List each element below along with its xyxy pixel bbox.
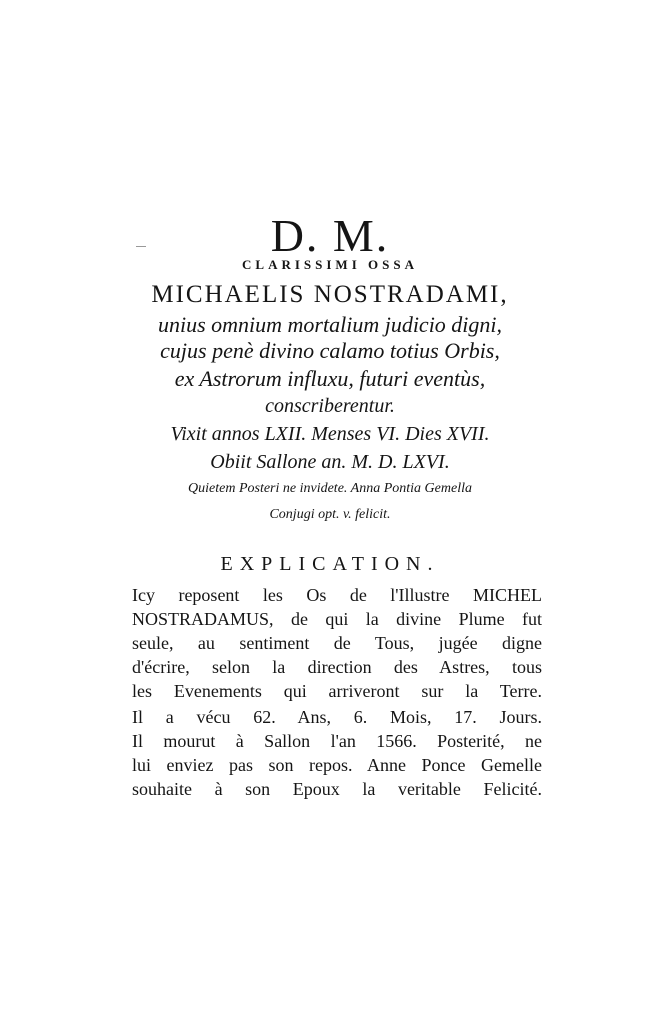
explication-line-7: Il mourut à Sallon l'an 1566. Posterité, ne — [132, 731, 542, 751]
epitaph-small-line-1: Quietem Posteri ne invidete. Anna Pontia Gemella — [188, 481, 472, 496]
epitaph-line-1: unius omnium mortalium judicio digni, — [157, 312, 503, 337]
epitaph-line-5: Vixit annos LXII. Menses VI. Dies XVII. — [170, 423, 490, 445]
explication-line-8: lui enviez pas son repos. Anne Ponce Gemelle — [132, 755, 542, 775]
explication-line-2: NOSTRADAMUS, de qui la divine Plume fut — [132, 609, 542, 629]
epitaph-line-3: ex Astrorum influxu, futuri eventùs, — [174, 366, 486, 391]
explication-heading: EXPLICATION. — [220, 553, 440, 575]
explication-line-6: Il a vécu 62. Ans, 6. Mois, 17. Jours. — [132, 707, 542, 727]
epitaph-small-line-2: Conjugi opt. v. felicit. — [269, 507, 391, 522]
explication-line-1: Icy reposent les Os de l'Illustre MICHEL — [132, 585, 542, 605]
epitaph-line-6: Obiit Sallone an. M. D. LXVI. — [210, 451, 450, 473]
name-line: MICHAELIS NOSTRADAMI, — [151, 281, 509, 308]
explication-line-4: d'écrire, selon la direction des Astres, tous — [132, 657, 542, 677]
epitaph-line-2: cujus penè divino calamo totius Orbis, — [160, 338, 500, 363]
explication-block — [110, 0, 550, 820]
epitaph-line-4: conscriberentur. — [265, 395, 395, 417]
explication-line-9: souhaite à son Epoux la veritable Felicité. — [132, 779, 542, 799]
clarissimi-line: CLARISSIMI OSSA — [242, 257, 418, 272]
explication-line-3: seule, au sentiment de Tous, jugée digne — [132, 633, 542, 653]
dm-heading: D. M. — [270, 210, 390, 261]
explication-line-5: les Evenements qui arriveront sur la Terre. — [132, 681, 542, 701]
